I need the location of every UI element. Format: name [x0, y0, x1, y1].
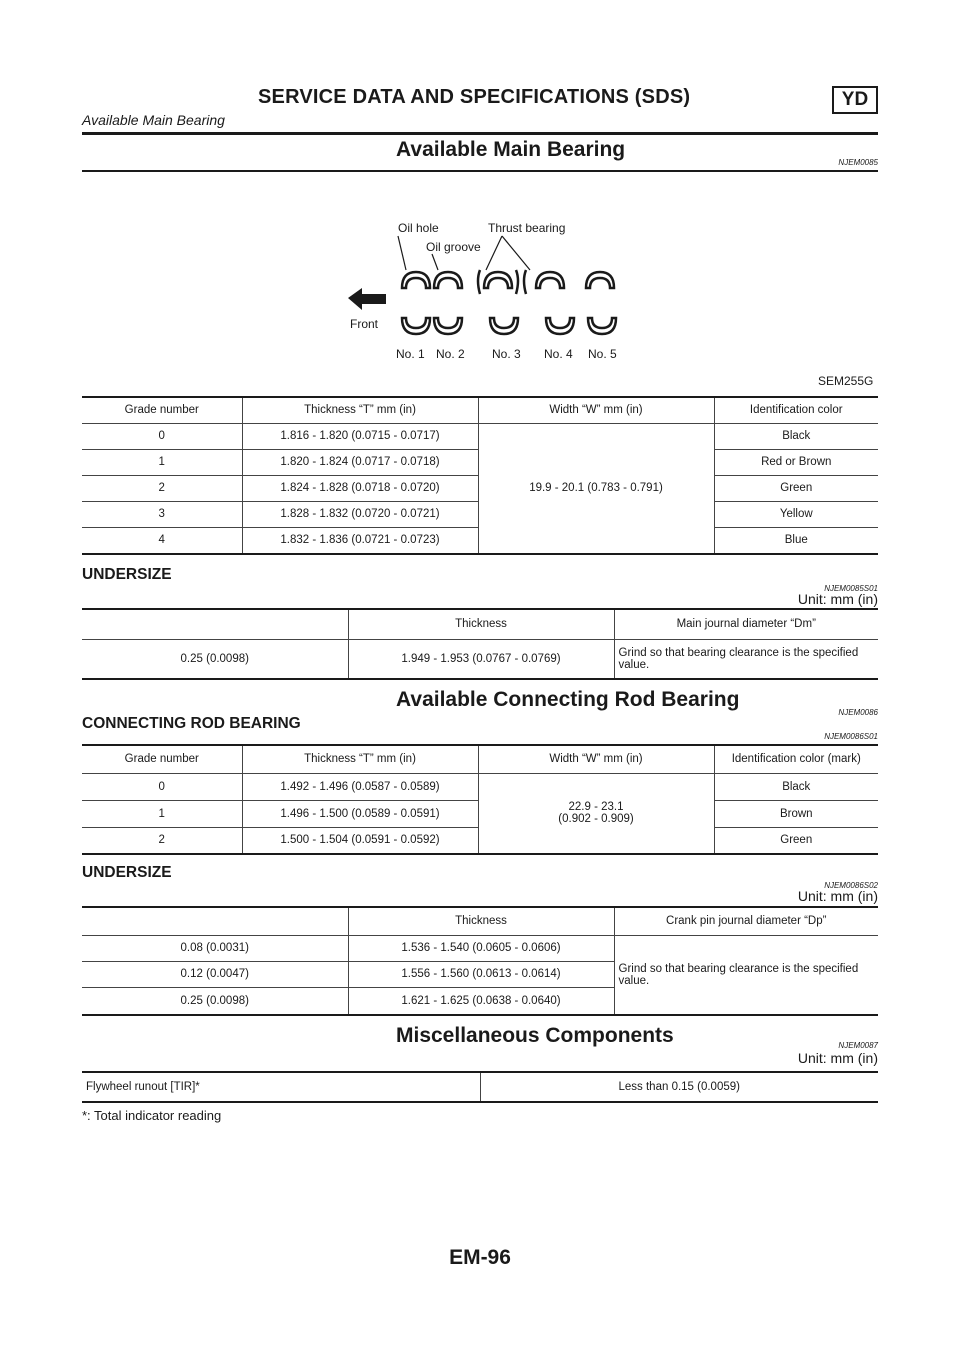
table-cell — [82, 907, 348, 935]
table-cell: Grind so that bearing clearance is the specified value. — [614, 935, 878, 1015]
unit-label: Unit: mm (in) — [797, 888, 878, 904]
table-cell: Crank pin journal diameter “Dp” — [614, 907, 878, 935]
section-code: NJEM0086 — [838, 708, 878, 717]
undersize-title: UNDERSIZE — [82, 864, 172, 881]
footnote: *: Total indicator reading — [82, 1108, 222, 1123]
width-cell: 22.9 - 23.1 (0.902 - 0.909) — [478, 773, 714, 854]
table-header-row — [82, 907, 878, 935]
no5-label: No. 5 — [588, 347, 617, 361]
page-header-subtitle: Available Main Bearing — [82, 112, 225, 128]
table-cell: 1.621 - 1.625 (0.0638 - 0.0640) — [348, 987, 614, 1015]
front-label: Front — [350, 317, 379, 331]
lower-shell-1 — [402, 318, 430, 334]
section-code: NJEM0086S01 — [824, 732, 878, 741]
engine-badge: YD — [832, 86, 878, 114]
header-cell: Thickness “T” mm (in) — [242, 397, 478, 423]
table-cell: Green — [714, 475, 878, 501]
table-cell: 1.556 - 1.560 (0.0613 - 0.0614) — [348, 961, 614, 987]
width-cell: 19.9 - 20.1 (0.783 - 0.791) — [478, 423, 714, 554]
table-cell: 0.08 (0.0031) — [82, 935, 348, 961]
conrod-undersize-table — [82, 906, 878, 1016]
table-cell: Green — [714, 827, 878, 854]
table-cell: 0.25 (0.0098) — [82, 987, 348, 1015]
table-row — [82, 935, 878, 961]
table-cell: Main journal diameter “Dm” — [614, 609, 878, 639]
upper-shell-1 — [402, 272, 430, 288]
main-undersize-table — [82, 608, 878, 680]
conrod-subtitle: CONNECTING ROD BEARING — [82, 715, 301, 732]
no2-label: No. 2 — [436, 347, 465, 361]
table-cell: 1.816 - 1.820 (0.0715 - 0.0717) — [242, 423, 478, 449]
table-cell: 1.949 - 1.953 (0.0767 - 0.0769) — [348, 639, 614, 679]
section-rule — [82, 170, 878, 172]
undersize-title: UNDERSIZE — [82, 566, 172, 583]
table-cell: 1.536 - 1.540 (0.0605 - 0.0606) — [348, 935, 614, 961]
table-header-row — [82, 397, 878, 423]
table-cell: Identification color (mark) — [714, 745, 878, 773]
table-cell: 1.492 - 1.496 (0.0587 - 0.0589) — [242, 773, 478, 800]
section-code: NJEM0085S01 — [824, 584, 878, 593]
table-cell: 2 — [82, 827, 242, 854]
upper-shell-3 — [484, 272, 512, 288]
upper-shell-5 — [586, 272, 614, 288]
table-row — [82, 639, 878, 679]
table-cell: Yellow — [714, 501, 878, 527]
table-cell: 0.25 (0.0098) — [82, 639, 348, 679]
thrust-bearing-label: Thrust bearing — [488, 221, 566, 235]
table-cell: 0 — [82, 773, 242, 800]
table-cell: Less than 0.15 (0.0059) — [480, 1072, 878, 1102]
header-cell: Grade number — [82, 397, 242, 423]
table-cell: 1.496 - 1.500 (0.0589 - 0.0591) — [242, 800, 478, 827]
oil-hole-label: Oil hole — [398, 221, 439, 235]
main-bearing-diagram — [340, 210, 640, 370]
table-cell: Flywheel runout [TIR]* — [82, 1072, 480, 1102]
no4-label: No. 4 — [544, 347, 573, 361]
table-cell: 4 — [82, 527, 242, 554]
table-cell: Grind so that bearing clearance is the specified value. — [614, 639, 878, 679]
page-header-title: SERVICE DATA AND SPECIFICATIONS (SDS) — [258, 86, 691, 108]
table-cell: 0 — [82, 423, 242, 449]
table-row — [82, 773, 878, 800]
lower-shell-4 — [546, 318, 574, 334]
table-cell: 1.820 - 1.824 (0.0717 - 0.0718) — [242, 449, 478, 475]
unit-label: Unit: mm (in) — [797, 1050, 878, 1066]
table-cell: Black — [714, 423, 878, 449]
unit-label: Unit: mm (in) — [797, 591, 878, 607]
section-code: NJEM0087 — [838, 1041, 878, 1050]
header-cell: Width “W” mm (in) — [478, 397, 714, 423]
section-title-conrod-bearing: Available Connecting Rod Bearing — [396, 688, 740, 711]
section-code: NJEM0086S02 — [824, 881, 878, 890]
table-cell — [82, 609, 348, 639]
table-cell: 1 — [82, 449, 242, 475]
main-bearing-table — [82, 396, 878, 555]
table-cell: Black — [714, 773, 878, 800]
upper-shell-4 — [536, 272, 564, 288]
section-title-main-bearing: Available Main Bearing — [396, 138, 626, 161]
section-title-misc: Miscellaneous Components — [396, 1024, 674, 1047]
table-cell: 3 — [82, 501, 242, 527]
table-cell: Thickness — [348, 609, 614, 639]
header-cell: Identification color — [714, 397, 878, 423]
table-cell: 1.828 - 1.832 (0.0720 - 0.0721) — [242, 501, 478, 527]
table-cell: Blue — [714, 527, 878, 554]
upper-shell-2 — [434, 272, 462, 288]
table-cell: 1 — [82, 800, 242, 827]
no3-label: No. 3 — [492, 347, 521, 361]
table-row — [82, 1072, 878, 1102]
oil-groove-label: Oil groove — [426, 240, 481, 254]
no1-label: No. 1 — [396, 347, 425, 361]
table-cell: 1.500 - 1.504 (0.0591 - 0.0592) — [242, 827, 478, 854]
table-cell: Grade number — [82, 745, 242, 773]
page-number: EM-96 — [449, 1246, 511, 1269]
table-cell: Width “W” mm (in) — [478, 745, 714, 773]
conrod-bearing-table — [82, 744, 878, 855]
figure-caption: SEM255G — [818, 374, 874, 388]
table-cell: Brown — [714, 800, 878, 827]
table-cell: 1.832 - 1.836 (0.0721 - 0.0723) — [242, 527, 478, 554]
table-cell: Red or Brown — [714, 449, 878, 475]
lower-shell-3 — [490, 318, 518, 334]
front-arrow-icon — [348, 288, 386, 310]
misc-table — [82, 1071, 878, 1103]
table-cell: 0.12 (0.0047) — [82, 961, 348, 987]
table-cell: Thickness — [348, 907, 614, 935]
lower-shell-5 — [588, 318, 616, 334]
table-cell: 2 — [82, 475, 242, 501]
table-cell: 1.824 - 1.828 (0.0718 - 0.0720) — [242, 475, 478, 501]
lower-shell-2 — [434, 318, 462, 334]
table-cell: Thickness “T” mm (in) — [242, 745, 478, 773]
table-header-row — [82, 609, 878, 639]
table-row — [82, 423, 878, 449]
section-code: NJEM0085 — [838, 158, 878, 167]
table-header-row — [82, 745, 878, 773]
header-rule — [82, 132, 878, 135]
